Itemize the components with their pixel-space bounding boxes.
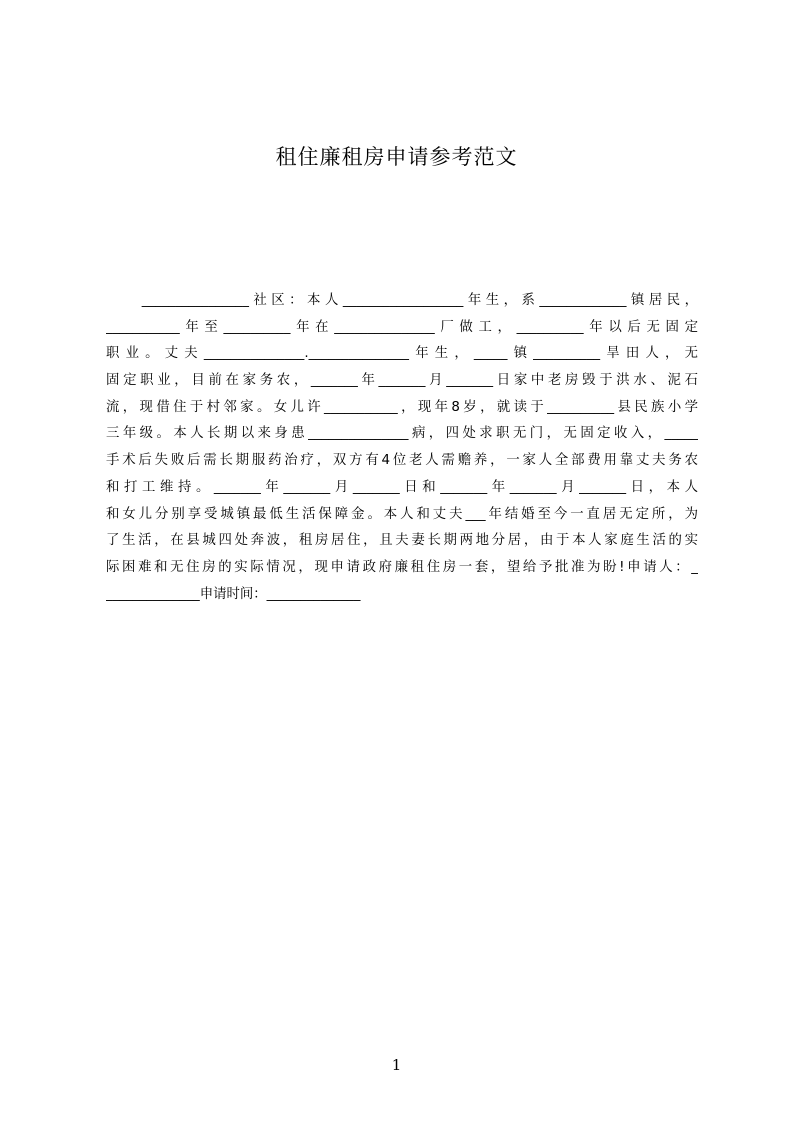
body-line: 手术后失败后需长期服药治疗，双方有4位老人需赡养，一家人全部费用靠丈夫务农 [106, 453, 698, 469]
body-line: 和女儿分别享受城镇最低生活保障金。本人和丈夫___年结婚至今一直居无定所，为 [106, 506, 698, 522]
body-line: 流，现借住于村邻家。女儿许___________，现年8岁，就读于__________县民族小学 [106, 399, 698, 415]
document-body [106, 288, 698, 608]
body-line: 职业。丈夫_______________._______________年生，_____镇__________旱田人，无 [106, 346, 698, 362]
body-line: ___________年至__________年在_______________厂做工，__________年以后无固定 [106, 319, 698, 335]
body-line: 际困难和无住房的实际情况，现申请政府廉租住房一套，望给予批准为盼!申请人：_ [106, 559, 698, 575]
document-title: 租住廉租房申请参考范文 [275, 145, 518, 169]
body-line: 了生活，在县城四处奔波，租房居住，且夫妻长期两地分居，由于本人家庭生活的实 [106, 533, 698, 549]
body-line: ______________申请时间：______________ [106, 586, 361, 602]
body-line: 固定职业，目前在家务农，_______年_______月_______日家中老房毁于洪水、泥石 [106, 373, 698, 389]
body-line: ________________社区：本人__________________年生，系_____________镇居民， [106, 293, 698, 308]
page-number: 1 [391, 1056, 402, 1074]
body-line: 三年级。本人长期以来身患_______________病，四处求职无门，无固定收入，_____ [106, 426, 698, 442]
body-line: 和打工维持。_______年_______月_______日和_______年_______月_______日，本人 [106, 479, 698, 495]
